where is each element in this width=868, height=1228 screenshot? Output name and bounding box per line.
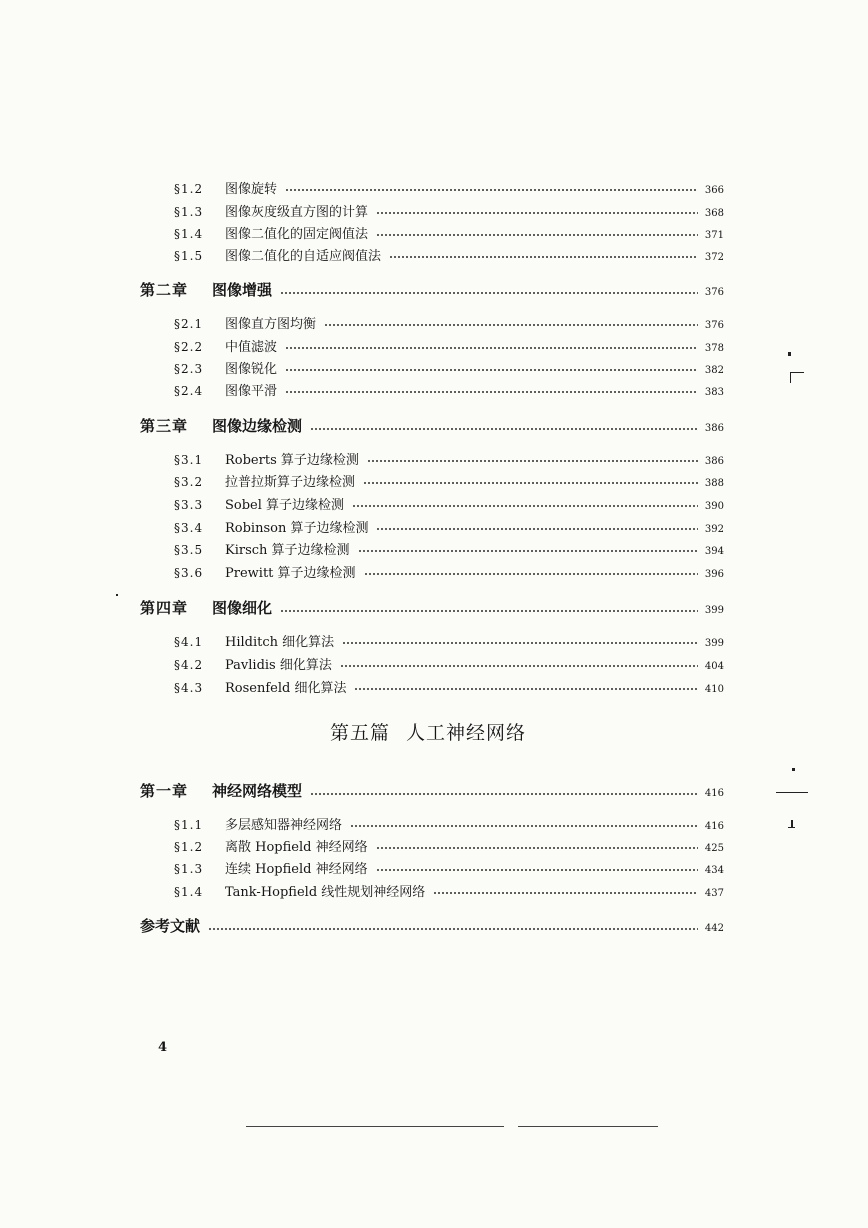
- toc-entry: [174, 449, 724, 468]
- section-title: 图像二值化的固定阀值法: [225, 227, 369, 242]
- section-title: 连续 Hopfield 神经网络: [225, 862, 368, 877]
- section-number: §4.2: [174, 658, 204, 672]
- margin-mark: [116, 594, 118, 596]
- toc-entry: [174, 245, 724, 264]
- page-number: 372: [704, 252, 724, 263]
- part-title: 人工神经网络: [406, 722, 527, 744]
- toc-entry: [174, 313, 724, 332]
- page-number: 399: [704, 638, 724, 649]
- section-title: Prewitt 算子边缘检测: [225, 566, 356, 581]
- toc-entry: [174, 494, 724, 513]
- dot-leader: [340, 663, 698, 669]
- toc-entry: [174, 814, 724, 833]
- page-number: 376: [704, 320, 724, 331]
- dot-leader: [376, 232, 698, 238]
- toc-entry: [174, 654, 724, 673]
- section-title: Kirsch 算子边缘检测: [225, 543, 350, 558]
- page-number: 396: [704, 569, 724, 580]
- margin-mark: [788, 827, 795, 828]
- section-title: Roberts 算子边缘检测: [225, 453, 359, 468]
- page-number: 437: [704, 888, 724, 899]
- toc-entry: [174, 201, 724, 220]
- page-number: 378: [704, 343, 724, 354]
- toc-entry: [174, 380, 724, 399]
- dot-leader: [358, 548, 698, 554]
- part-label: 第五篇: [330, 722, 391, 744]
- toc-entry: [174, 178, 724, 197]
- toc-entry: [174, 858, 724, 877]
- page-number: 410: [704, 684, 724, 695]
- dot-leader: [285, 187, 698, 193]
- dot-leader: [342, 640, 698, 646]
- section-number: §2.3: [174, 362, 204, 376]
- page-number: 383: [704, 387, 724, 398]
- toc-entry: [174, 358, 724, 377]
- section-title: 图像二值化的自适应阀值法: [225, 249, 382, 264]
- section-title: 图像旋转: [225, 182, 278, 197]
- toc-entry: [174, 517, 724, 536]
- page-number: 416: [704, 821, 724, 832]
- section-title: 图像直方图均衡: [225, 317, 317, 332]
- page-number: 425: [704, 843, 724, 854]
- toc-chapter: [140, 279, 724, 300]
- toc-chapter: [140, 415, 724, 436]
- section-title: Hilditch 细化算法: [225, 635, 335, 650]
- chapter-title: 神经网络模型: [212, 782, 303, 800]
- part-heading: [330, 718, 526, 745]
- page-folio: 4: [158, 1040, 168, 1055]
- toc-entry: [174, 562, 724, 581]
- dot-leader: [352, 503, 698, 509]
- page-number: 442: [704, 923, 724, 934]
- section-number: §3.1: [174, 453, 204, 467]
- section-number: §3.4: [174, 521, 204, 535]
- toc-entry: [174, 677, 724, 696]
- section-number: §3.6: [174, 566, 204, 580]
- section-number: §2.1: [174, 317, 204, 331]
- section-number: §2.4: [174, 384, 204, 398]
- section-number: §1.4: [174, 885, 204, 899]
- margin-mark: [788, 352, 791, 356]
- page-number: 399: [704, 605, 724, 616]
- dot-leader: [285, 367, 698, 373]
- dot-leader: [367, 458, 698, 464]
- bottom-rule-left: [246, 1126, 504, 1127]
- chapter-number: 第二章: [140, 281, 189, 299]
- section-number: §1.2: [174, 840, 204, 854]
- margin-mark: [792, 768, 795, 771]
- section-number: §3.5: [174, 543, 204, 557]
- section-title: 图像锐化: [225, 362, 278, 377]
- section-title: 拉普拉斯算子边缘检测: [225, 475, 356, 490]
- section-title: 中值滤波: [225, 340, 278, 355]
- section-number: §1.4: [174, 227, 204, 241]
- dot-leader: [364, 571, 698, 577]
- page-number: 376: [704, 287, 724, 298]
- section-title: 图像灰度级直方图的计算: [225, 205, 369, 220]
- page-number: 390: [704, 501, 724, 512]
- section-number: §3.3: [174, 498, 204, 512]
- page-number: 371: [704, 230, 724, 241]
- dot-leader: [324, 322, 698, 328]
- toc-chapter: [140, 780, 724, 801]
- toc-entry: [174, 836, 724, 855]
- section-number: §4.3: [174, 681, 204, 695]
- page-number: 392: [704, 524, 724, 535]
- section-title: 离散 Hopfield 神经网络: [225, 840, 368, 855]
- dot-leader: [433, 890, 698, 896]
- chapter-title: 图像细化: [212, 599, 273, 617]
- page-number: 394: [704, 546, 724, 557]
- dot-leader: [376, 845, 698, 851]
- page-number: 416: [704, 788, 724, 799]
- section-number: §1.5: [174, 249, 204, 263]
- page-number: 404: [704, 661, 724, 672]
- dot-leader: [389, 254, 698, 260]
- toc-entry: [174, 881, 724, 900]
- section-title: Tank-Hopfield 线性规划神经网络: [225, 885, 426, 900]
- section-number: §3.2: [174, 475, 204, 489]
- bottom-rule-right: [518, 1126, 658, 1127]
- section-number: §2.2: [174, 340, 204, 354]
- page-number: 434: [704, 865, 724, 876]
- dot-leader: [310, 791, 698, 797]
- references-title: 参考文献: [140, 917, 201, 935]
- section-title: Sobel 算子边缘检测: [225, 498, 345, 513]
- section-number: §1.2: [174, 182, 204, 196]
- dot-leader: [280, 290, 698, 296]
- dot-leader: [208, 926, 698, 932]
- section-title: 多层感知器神经网络: [225, 818, 343, 833]
- chapter-number: 第一章: [140, 782, 189, 800]
- page-number: 388: [704, 478, 724, 489]
- dot-leader: [376, 867, 698, 873]
- section-title: Rosenfeld 细化算法: [225, 681, 347, 696]
- page-number: 382: [704, 365, 724, 376]
- margin-mark: [790, 372, 804, 373]
- toc-entry: [174, 336, 724, 355]
- dot-leader: [285, 389, 698, 395]
- chapter-number: 第四章: [140, 599, 189, 617]
- toc-chapter: [140, 597, 724, 618]
- dot-leader: [285, 345, 698, 351]
- section-number: §1.3: [174, 205, 204, 219]
- section-number: §1.1: [174, 818, 204, 832]
- chapter-number: 第三章: [140, 417, 189, 435]
- dot-leader: [354, 686, 698, 692]
- dot-leader: [350, 823, 698, 829]
- dot-leader: [376, 526, 698, 532]
- section-title: Pavlidis 细化算法: [225, 658, 332, 673]
- page-number: 386: [704, 456, 724, 467]
- section-number: §1.3: [174, 862, 204, 876]
- section-title: 图像平滑: [225, 384, 278, 399]
- dot-leader: [310, 426, 698, 432]
- margin-mark: [776, 792, 808, 793]
- toc-entry: [174, 223, 724, 242]
- dot-leader: [280, 608, 698, 614]
- toc-entry: [174, 471, 724, 490]
- section-title: Robinson 算子边缘检测: [225, 521, 369, 536]
- page-number: 368: [704, 208, 724, 219]
- toc-entry: [174, 539, 724, 558]
- page-number: 386: [704, 423, 724, 434]
- dot-leader: [363, 480, 698, 486]
- margin-mark: [790, 373, 791, 383]
- dot-leader: [376, 210, 698, 216]
- chapter-title: 图像增强: [212, 281, 273, 299]
- chapter-title: 图像边缘检测: [212, 417, 303, 435]
- section-number: §4.1: [174, 635, 204, 649]
- toc-references: [140, 915, 724, 936]
- page-number: 366: [704, 185, 724, 196]
- toc-entry: [174, 631, 724, 650]
